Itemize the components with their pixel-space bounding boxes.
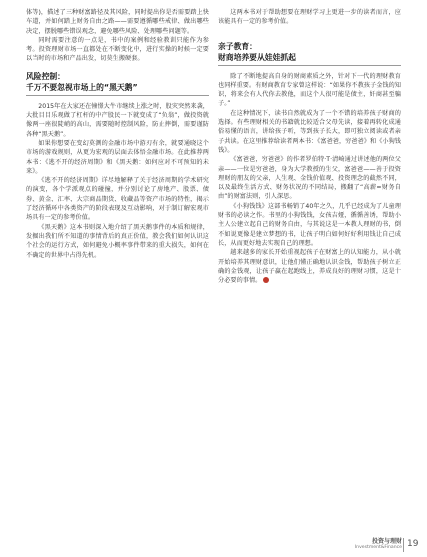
body-paragraph: 同时需要注意的一点是，书中的案例和经验教训只能作为参考。投资理财市场一直都处在不断变化中，进行实操的时候一定要以当时的市场和产品出发，切莫生搬硬套。 xyxy=(26,36,209,63)
body-paragraph: 这两本书对于帮助想要在理财学习上更进一步的读者而言，应该能具有一定的参考价值。 xyxy=(218,9,401,26)
footer-divider xyxy=(403,538,404,552)
last-paragraph-text: 越来越多的家长开始重视起孩子在财富上的认知能力，从小就开始培养其理财意识，让他们懂正确地认识金钱，帮助孩子树立正确的金钱观，让孩子赢在起跑线上，养成良好的理财习惯，这是十分必要的事情。 xyxy=(218,249,401,285)
brand-name-en: Investment&Finance xyxy=(354,545,402,550)
left-column xyxy=(26,8,209,260)
body-paragraph: 《逃不开的经济周期》详尽地解释了关于经济周期的学术研究的演变，各个学派观点的碰撞，并分别讨论了房地产、股票、债券、黄金、汇率、大宗商品期货、收藏品等资产市场的特性，揭示了经济循环中各类资产的阶段表现及互动影响，对于制订解宏观市场具有一定的参考价值。 xyxy=(26,177,209,222)
brand-name-cn: 投资与理财 xyxy=(371,538,402,545)
right-column xyxy=(218,8,401,285)
body-paragraph: 体等)，描述了三种财富路径及其风险，同时提出你是否需要踏上快车道，并如何踏上财务自由之路——需要遵循哪些戒律、做出哪些决定，摆脱哪些错误观念，避免哪些风险、处理哪些问题等。 xyxy=(26,9,209,35)
article-end-icon xyxy=(263,277,269,283)
section-heading-parenting xyxy=(218,41,401,66)
page-footer xyxy=(0,536,427,557)
body-paragraph: 《黑天鹅》这本书则深入地介绍了黑天鹅事件的本质和规律，发掘出我们所不知道的事情背后的真正价值，教会我们如何认识这个社会的运行方式，如何避免小概率事件带来的重大损失，如何在不确定的世界中占得先机。 xyxy=(26,223,209,259)
section-heading-risk-control xyxy=(26,71,209,96)
body-paragraph: 在这种情况下，读书自然就成为了一个不错的培养孩子财商的选择。有些理财相关的书籍就比较适合父母先读，接着再转化成通俗易懂的语言，讲给孩子听，等到孩子长大，即可独立阅读或者亲子共读。在这里推荐给读者两本书：《富爸爸，穷爸爸》和《小狗钱钱》。 xyxy=(218,109,401,154)
body-paragraph: 《小狗钱钱》这部书畅销了40年之久，几乎已经成为了儿童理财书的必读之作。书里的小狗钱钱，女孩吉娅，循循善诱，帮助小主人公建立起自己的财务自由，与其说这是一本教人理财的书，倒不如说更像是建立梦想的书，让孩子明白如何好好利用钱让自己成长，从而更好地去实现自己的理想。 xyxy=(218,202,401,247)
section-subtitle: 千万不要忽视市场上的“黑天鹅” xyxy=(26,82,209,96)
body-paragraph: 2015年在大家还在憧憬大牛市继续上涨之时，股灾突然来袭，大批目目乐观做了杠杆的中产股民一下就变成了“负翁”，做投资就像两一座很陡峭的高山，需要随时控制风险，防止摔倒，需要谨防各种“黑天鹅”。 xyxy=(26,102,209,138)
magazine-brand xyxy=(346,538,402,551)
section-title: 亲子教育： xyxy=(218,41,257,51)
body-paragraph-last xyxy=(218,248,401,285)
body-paragraph: 《富爸爸，穷爸爸》的作者罗伯特·T·清崎通过讲述他的两位父亲——一位是穷爸爸，身为大学教授的生父，富爸爸——善于投资理财的朋友的父亲，人生观、金钱价值观、投资理念的截然不同，以及最终生活方式、财务状况的不同结局，搬翻了“高薪=财务自由”的财富法则，引人深思。 xyxy=(218,156,401,201)
body-paragraph: 除了不断地提高自身的财商素质之外，针对下一代的理财教育也同样重要。有财商教育专家曾这样说：“如果你不教孩子金钱的知识，将来会有人代你去教他，而这个人很可能是债主，奸商甚至骗子。” xyxy=(218,72,401,108)
body-paragraph: 如果你想要在变幻莫测的金融市场中游刃有余，就要通晓这个市场的游戏规则，从更为宏观的层面去体悟金融市场。在此推荐两本书：《逃不开的经济周期》和《黑天鹅：如何应对不可预知的未来》。 xyxy=(26,139,209,175)
page-number: 19 xyxy=(407,539,419,549)
section-subtitle: 财商培养要从娃娃抓起 xyxy=(218,52,401,66)
section-title: 风险控制： xyxy=(26,71,65,81)
